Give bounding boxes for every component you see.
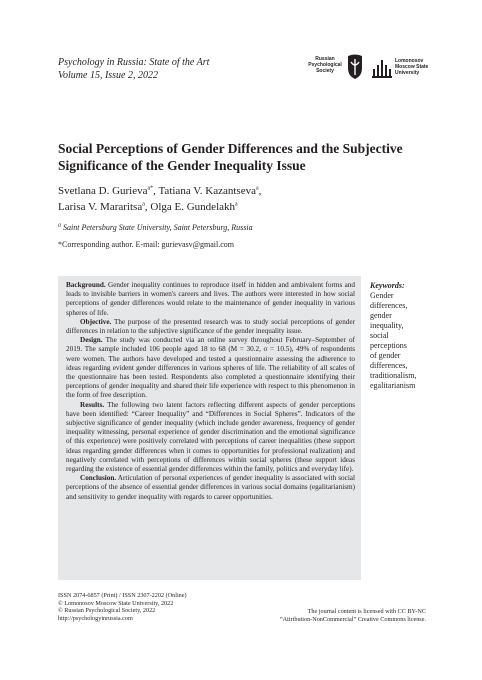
keyword-item: perceptions (370, 341, 407, 350)
author-affiliation-mark: a (235, 201, 238, 208)
article-title-line: Social Perceptions of Gender Differences and the Subjective (58, 141, 403, 156)
author-separator: , (153, 185, 159, 197)
rps-logo-text (305, 56, 345, 74)
keywords (370, 281, 430, 391)
keyword-item: of gender (370, 351, 401, 360)
author-line (58, 183, 418, 199)
abstract-section-text: The purpose of the presented research was to study social perceptions of gender differences in relation to the subjective significance of the gender inequality issue. (66, 317, 355, 336)
rps-logo-line: Society (316, 68, 334, 74)
journal-title: Psychology in Russia: State of the Art (58, 57, 210, 68)
journal-url[interactable]: http://psychologyinrussia.com (58, 614, 133, 622)
abstract-section-label: Design. (80, 336, 103, 345)
author-name: Olga E. Gundelakh (150, 201, 236, 213)
rps-emblem-icon (346, 54, 364, 80)
abstract-background-paragraph (66, 281, 355, 318)
abstract-section-label: Conclusion. (80, 474, 117, 483)
keyword-item: gender (370, 311, 392, 320)
issn: ISSN 2074-6857 (Print) / ISSN 2307-2202 (Online) (58, 592, 187, 599)
license-line: “Attribution-NonCommercial” Creative Commons license. (279, 615, 426, 623)
abstract-conclusion-paragraph (66, 474, 355, 502)
msu-logo-line: University (395, 70, 420, 76)
abstract (66, 281, 355, 502)
corresponding-author: *Corresponding author. E-mail: gurievasv@gmail.com (58, 240, 234, 249)
abstract-section-text: Gender inequality continues to reproduce itself in hidden and ambivalent forms and leads to invisible barriers in women's careers and lives. The authors were interested in how social perceptions of gender differences would relate to the maintenance of gender inequality in various spheres of life. (66, 281, 356, 317)
msu-logo-text (395, 58, 428, 76)
author-name: Tatiana V. Kazantseva (158, 185, 256, 197)
keyword-item: differences, (370, 361, 408, 370)
journal-info (58, 56, 209, 82)
msu-emblem-icon (371, 58, 393, 80)
footer-license (240, 608, 426, 623)
author-affiliation-mark: a (142, 201, 145, 208)
affiliation-text: Saint Petersburg State University, Saint Petersburg, Russia (63, 223, 253, 232)
rps-logo-line: Psychological (308, 62, 342, 68)
author-name: Larisa V. Mararitsa (58, 201, 143, 213)
abstract-design-paragraph (66, 336, 355, 400)
abstract-objective-paragraph (66, 318, 355, 336)
rps-logo-line: Russian (315, 56, 335, 62)
article-title (58, 140, 423, 174)
author-line (58, 199, 418, 215)
msu-logo-line: Moscow State (395, 64, 429, 70)
license-line: The journal content is licensed with CC BY-NC (307, 608, 426, 615)
footer-publication-info (58, 592, 187, 622)
article-title-line: Significance of the Gender Inequality Issue (58, 158, 306, 173)
keyword-item: social (370, 331, 389, 340)
journal-volume: Volume 15, Issue 2, 2022 (58, 70, 158, 81)
author-affiliation-mark: a (255, 185, 259, 192)
keyword-item: inequality, (370, 321, 404, 330)
msu-logo-line: Lomonosov (395, 58, 424, 64)
abstract-section-label: Background. (66, 281, 106, 289)
author-separator: , (144, 201, 151, 213)
publisher-logos (305, 54, 435, 84)
copyright-msu: © Lomonosov Moscow State University, 2022 (58, 599, 174, 607)
keyword-item: differences, (370, 301, 408, 310)
abstract-section-text: Articulation of personal experiences of gender inequality is associated with social perceptions of the absence of essential gender differences in various social domains (egalitarianism) and sensitivity to gender inequality with regards to career opportunities. (66, 474, 355, 501)
abstract-results-paragraph (66, 401, 355, 475)
abstract-section-label: Results. (80, 400, 105, 409)
affiliation-mark: a (58, 222, 61, 229)
author-list (58, 183, 418, 215)
keyword-item: traditionalism, (370, 371, 417, 380)
keyword-item: egalitarianism (370, 381, 416, 390)
abstract-section-label: Objective. (80, 317, 112, 326)
affiliation (58, 223, 418, 233)
abstract-section-text: The study was conducted via an online survey throughout February–September of 2019. The sample included 106 people aged 18 to 68 (M = 30.2, σ = 10.5), 49% of respondents were women. The authors have developed and tested a questionnaire assessing the adherence to ideas regarding evident gender differences in various spheres of life. The reliability of all scales of the questionnaire has been tested. Respondents also completed a questionnaire identifying their perceptions of gender inequality and shared their life experience with respect to this phenomenon in the form of free description. (66, 336, 355, 400)
author-separator: , (258, 185, 262, 197)
copyright-rps: © Russian Psychological Society, 2022 (58, 607, 156, 615)
keyword-item: Gender (370, 291, 394, 300)
abstract-section-text: The following two latent factors reflecting different aspects of gender perceptions have been identified: “Career Inequality” and “Differences in Social Spheres”. Indicators of the subjective significance of gender inequality (which include gender awareness, frequency of gender inequality witnessing, personal experience of gender discrimination and the emotional significance of this experience) were positively correlated with perceptions of career inequalities (these support ideas regarding gender differences when it comes to opportunities for professional realization) and negatively correlated with perceptions of differences within social spheres (these support ideas regarding the existence of essential gender differences within the family, politics and everyday life). (66, 400, 355, 474)
author-name: Svetlana D. Gurieva (58, 185, 148, 197)
author-affiliation-mark: a* (147, 185, 154, 192)
keywords-label: Keywords: (370, 281, 405, 290)
